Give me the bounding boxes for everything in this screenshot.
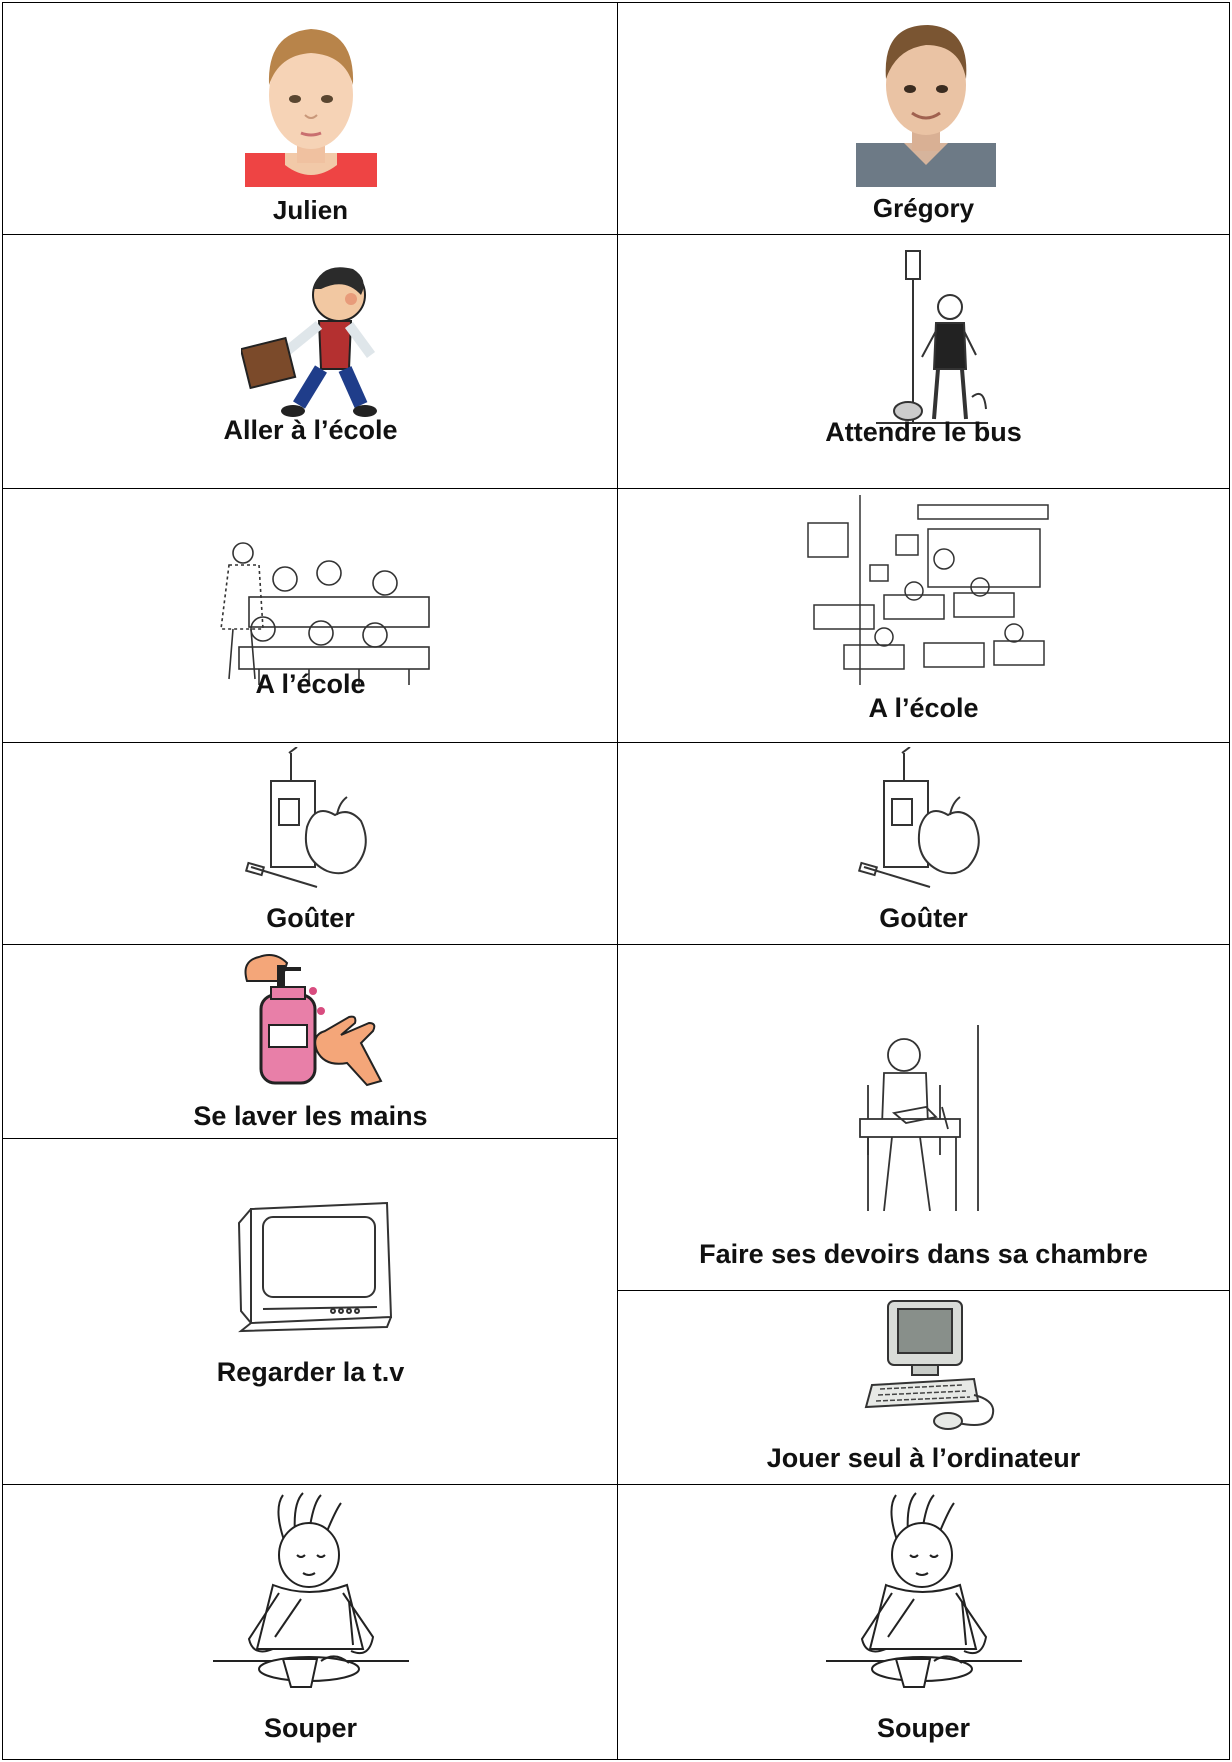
label-laver-mains: Se laver les mains [193, 1101, 428, 1131]
classroom-desks-image [804, 495, 1050, 685]
cell-aller-ecole [2, 234, 619, 490]
label-gouter-right: Goûter [879, 903, 968, 933]
snack-image-2 [856, 747, 996, 893]
snack-image [243, 747, 383, 893]
label-julien: Julien [272, 195, 349, 225]
cell-laver-mains [2, 944, 619, 1140]
label-ecole-right: A l’école [868, 693, 979, 723]
gregory-photo [856, 15, 996, 187]
boy-eating-image-2 [826, 1489, 1026, 1689]
cell-ecole-right [617, 488, 1230, 744]
cell-souper-left [2, 1484, 619, 1760]
label-attendre-bus: Attendre le bus [825, 417, 1022, 447]
cell-devoirs [617, 944, 1230, 1292]
cell-gouter-left [2, 742, 619, 946]
television-image [237, 1199, 393, 1335]
boy-eating-image [213, 1489, 413, 1689]
boy-walking-image [241, 259, 391, 419]
label-aller-ecole: Aller à l’école [223, 415, 398, 445]
hand-washing-icon [241, 951, 391, 1087]
cell-attendre-bus [617, 234, 1230, 490]
cell-tv [2, 1138, 619, 1486]
homework-desk-image [854, 1025, 984, 1211]
julien-photo [245, 15, 377, 187]
classroom-teacher-image [189, 539, 435, 685]
cell-ordinateur [617, 1290, 1230, 1486]
cell-gouter-right [617, 742, 1230, 946]
bus-stop-image [872, 247, 992, 427]
cell-ecole-left [2, 488, 619, 744]
cell-souper-right [617, 1484, 1230, 1760]
cell-gregory [617, 2, 1230, 236]
label-tv: Regarder la t.v [216, 1357, 405, 1387]
label-gregory: Grégory [872, 193, 975, 223]
label-ecole-left: A l’école [255, 669, 366, 699]
label-souper-left: Souper [263, 1713, 357, 1743]
cell-julien [2, 2, 619, 236]
label-ordinateur: Jouer seul à l’ordinateur [766, 1443, 1081, 1473]
label-devoirs: Faire ses devoirs dans sa chambre [699, 1239, 1148, 1269]
label-gouter-left: Goûter [266, 903, 355, 933]
label-souper-right: Souper [876, 1713, 970, 1743]
computer-icon [862, 1297, 998, 1433]
